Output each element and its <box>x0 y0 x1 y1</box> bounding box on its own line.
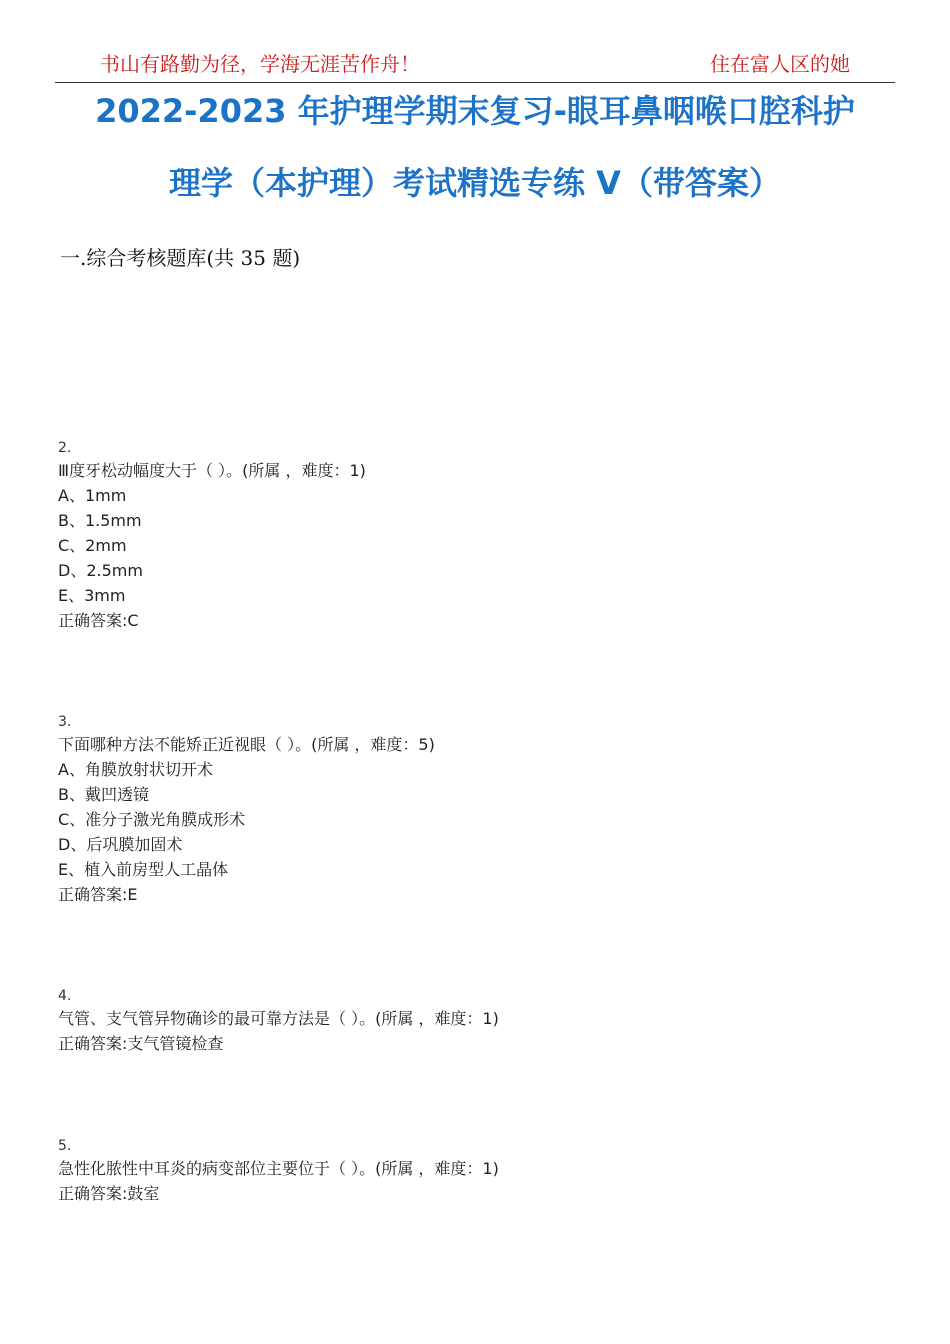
question-text: 下面哪种方法不能矫正近视眼（ ）。(所属 ，难度：5) <box>58 735 435 754</box>
document-title-line-1: 2022-2023 年护理学期末复习-眼耳鼻咽喉口腔科护 <box>95 92 855 130</box>
option-c: C、准分子激光角膜成形术 <box>58 810 246 829</box>
correct-answer: 正确答案:支气管镜检查 <box>58 1034 224 1053</box>
option-c: C、2mm <box>58 536 127 555</box>
question-number: 3. <box>58 714 72 730</box>
option-b: B、1.5mm <box>58 511 142 530</box>
option-d: D、后巩膜加固术 <box>58 835 183 854</box>
header-divider <box>55 82 895 83</box>
correct-answer: 正确答案:C <box>58 611 139 630</box>
section-heading: 一.综合考核题库(共 35 题) <box>60 246 301 270</box>
header-author: 住在富人区的她 <box>710 52 850 76</box>
option-d: D、2.5mm <box>58 561 143 580</box>
question-number: 5. <box>58 1138 72 1154</box>
question-text: 气管、支气管异物确诊的最可靠方法是（ ）。(所属 ，难度：1) <box>58 1009 499 1028</box>
question-number: 4. <box>58 988 72 1004</box>
question-5 <box>58 1136 499 1206</box>
correct-answer: 正确答案:E <box>58 885 138 904</box>
header-motto: 书山有路勤为径，学海无涯苦作舟！ <box>100 52 420 76</box>
question-4 <box>58 986 499 1056</box>
correct-answer: 正确答案:鼓室 <box>58 1184 160 1203</box>
option-e: E、3mm <box>58 586 126 605</box>
option-b: B、戴凹透镜 <box>58 785 149 804</box>
question-text: Ⅲ度牙松动幅度大于（ ）。(所属 ，难度：1) <box>58 461 366 480</box>
option-e: E、植入前房型人工晶体 <box>58 860 229 879</box>
question-2 <box>58 438 366 633</box>
question-3 <box>58 712 435 907</box>
document-title-line-2: 理学（本护理）考试精选专练 V（带答案） <box>169 164 781 202</box>
option-a: A、角膜放射状切开术 <box>58 760 213 779</box>
option-a: A、1mm <box>58 486 127 505</box>
question-text: 急性化脓性中耳炎的病变部位主要位于（ ）。(所属 ，难度：1) <box>58 1159 499 1178</box>
question-number: 2. <box>58 440 72 456</box>
